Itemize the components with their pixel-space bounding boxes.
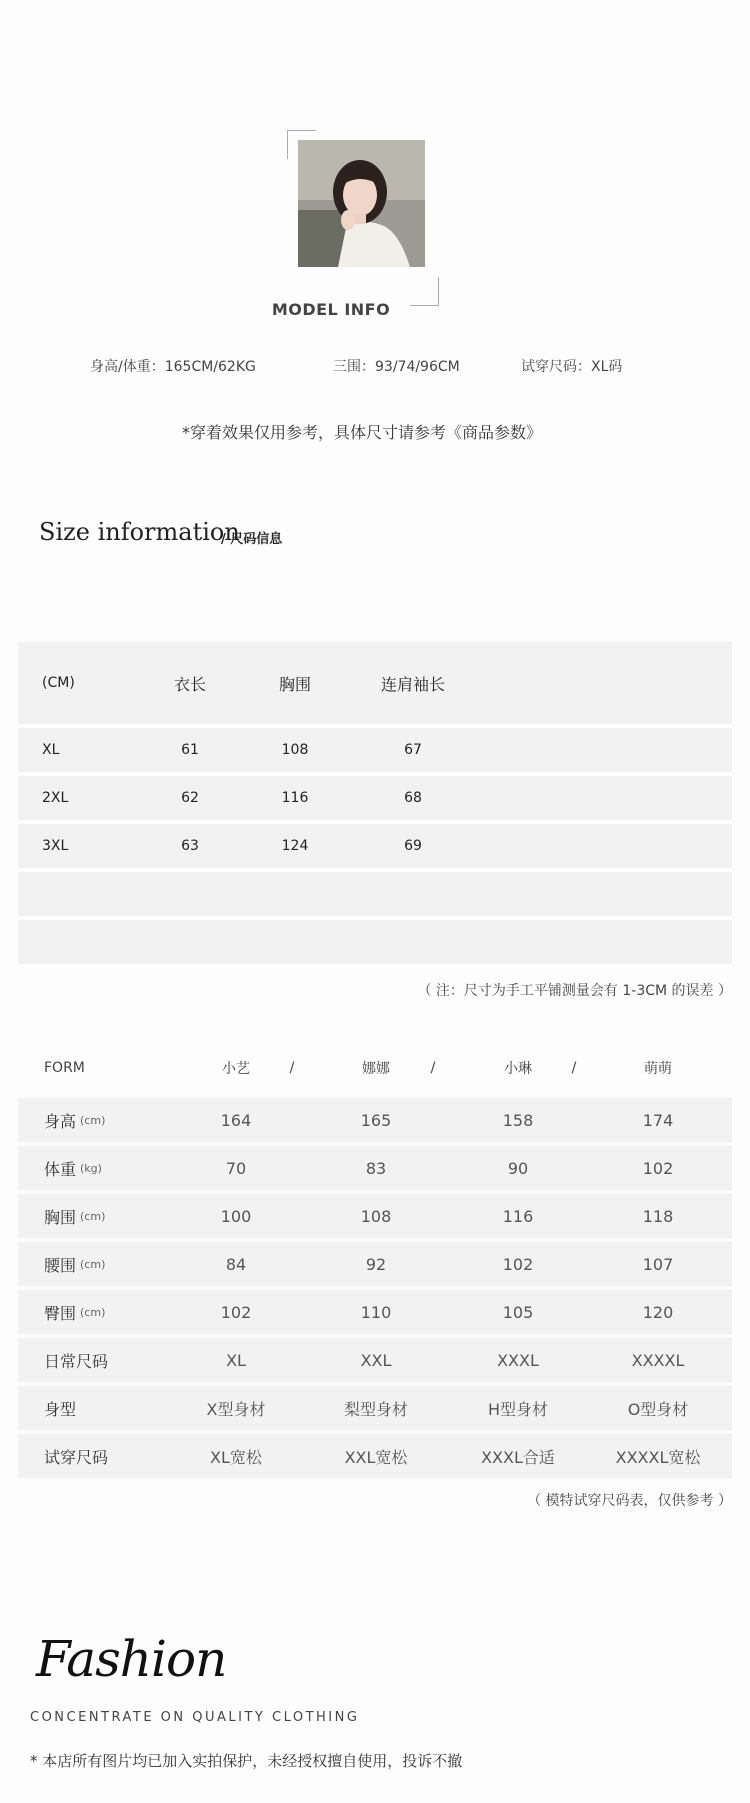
row-label	[44, 1386, 76, 1430]
size-label: XL	[42, 742, 60, 758]
table-row	[18, 776, 732, 820]
table-cell: XXXXL宽松	[615, 1447, 701, 1467]
model-name: 小琳	[504, 1061, 532, 1077]
model-trial-size: 试穿尺码：XL码	[521, 359, 623, 375]
separator: /	[571, 1060, 577, 1076]
row-label	[44, 1338, 108, 1382]
form-label: FORM	[44, 1060, 85, 1076]
size-header-unit: (CM)	[42, 675, 75, 691]
size-header-chest: 胸围	[278, 674, 311, 694]
size-label: 3XL	[42, 838, 69, 854]
table-cell: 梨型身材	[343, 1399, 408, 1419]
fit-reference-note: *穿着效果仅用参考，具体尺寸请参考《商品参数》	[181, 423, 542, 442]
table-cell: 174	[642, 1110, 674, 1130]
table-row-empty	[18, 920, 732, 964]
table-cell: 164	[220, 1110, 252, 1130]
table-cell: 92	[365, 1254, 387, 1274]
table-cell: 116	[502, 1206, 534, 1226]
size-sleeve: 68	[404, 790, 422, 806]
model-table-header	[18, 1048, 732, 1088]
table-cell: 102	[220, 1302, 252, 1322]
table-cell: 120	[642, 1302, 674, 1322]
row-label-text: 腰围	[44, 1255, 77, 1275]
table-cell: 90	[507, 1158, 529, 1178]
model-height-weight: 身高/体重：165CM/62KG	[90, 359, 256, 375]
size-sleeve: 69	[404, 838, 422, 854]
table-row	[18, 1386, 732, 1430]
row-label-text: 试穿尺码	[44, 1447, 109, 1467]
size-chest: 108	[281, 742, 309, 758]
table-cell: XL宽松	[210, 1447, 262, 1467]
size-header-sleeve: 连肩袖长	[380, 674, 445, 694]
row-label-text: 臀围	[44, 1303, 77, 1323]
brand-tagline: CONCENTRATE ON QUALITY CLOTHING	[30, 1710, 360, 1725]
row-label-text: 身型	[44, 1399, 77, 1419]
row-label-text: 身高	[44, 1111, 77, 1131]
size-table	[18, 642, 732, 968]
table-row	[18, 1146, 732, 1190]
row-label	[44, 1098, 105, 1142]
table-cell: 84	[225, 1254, 247, 1274]
table-cell: 102	[642, 1158, 674, 1178]
table-cell: 118	[642, 1206, 674, 1226]
size-section-title: Size information	[39, 518, 240, 546]
model-photo	[298, 140, 425, 267]
row-label-text: 日常尺码	[44, 1351, 109, 1371]
table-cell: 102	[502, 1254, 534, 1274]
table-row	[18, 728, 732, 772]
row-label	[44, 1146, 102, 1190]
row-unit: (kg)	[80, 1161, 102, 1175]
table-row	[18, 824, 732, 868]
table-row	[18, 1338, 732, 1382]
table-row	[18, 1434, 732, 1478]
table-cell: X型身材	[206, 1399, 266, 1419]
size-header-length: 衣长	[173, 674, 206, 694]
table-cell: 108	[360, 1206, 392, 1226]
separator: /	[289, 1060, 295, 1076]
table-row	[18, 1242, 732, 1286]
size-chest: 124	[281, 838, 309, 854]
table-cell: XXXL	[497, 1350, 539, 1370]
table-cell: 165	[360, 1110, 392, 1130]
measurement-error-note: （ 注：尺寸为手工平铺测量会有 1-3CM 的误差 ）	[417, 983, 732, 999]
table-row	[18, 1098, 732, 1142]
table-cell: H型身材	[487, 1399, 549, 1419]
row-unit: (cm)	[80, 1305, 106, 1319]
row-label	[44, 1194, 105, 1238]
row-label-text: 体重	[44, 1159, 77, 1179]
size-sleeve: 67	[404, 742, 422, 758]
table-row	[18, 1290, 732, 1334]
model-measurements: 三围：93/74/96CM	[333, 359, 460, 375]
table-cell: 110	[360, 1302, 392, 1322]
size-section-subtitle: / 尺码信息	[221, 532, 283, 547]
size-table-header	[18, 642, 732, 724]
table-cell: 70	[225, 1158, 247, 1178]
model-table	[18, 1098, 732, 1482]
size-chest: 116	[281, 790, 309, 806]
table-cell: XXXXL	[631, 1350, 685, 1370]
size-length: 62	[181, 790, 199, 806]
copyright-notice: * 本店所有图片均已加入实拍保护，未经授权擅自使用，投诉不撤	[30, 1752, 463, 1770]
model-name: 娜娜	[362, 1061, 390, 1077]
table-cell: 158	[502, 1110, 534, 1130]
separator: /	[430, 1060, 436, 1076]
table-cell: XXL	[360, 1350, 392, 1370]
table-cell: 105	[502, 1302, 534, 1322]
table-cell: O型身材	[627, 1399, 689, 1419]
table-row	[18, 1194, 732, 1238]
model-name: 萌萌	[644, 1061, 672, 1077]
table-row-empty	[18, 872, 732, 916]
table-cell: XL	[226, 1350, 246, 1370]
size-label: 2XL	[42, 790, 69, 806]
model-name: 小艺	[222, 1061, 250, 1077]
table-cell: XXL宽松	[344, 1447, 408, 1467]
table-cell: 83	[365, 1158, 387, 1178]
fashion-script-logo: Fashion	[36, 1630, 227, 1688]
size-length: 63	[181, 838, 199, 854]
table-cell: 107	[642, 1254, 674, 1274]
table-cell: XXXL合适	[481, 1447, 555, 1467]
row-unit: (cm)	[80, 1113, 106, 1127]
row-label	[44, 1290, 105, 1334]
row-label	[44, 1242, 105, 1286]
model-info-title: MODEL INFO	[271, 300, 391, 319]
row-label	[44, 1434, 108, 1478]
model-size-note: （ 模特试穿尺码表，仅供参考 ）	[527, 1493, 732, 1509]
row-unit: (cm)	[80, 1257, 106, 1271]
size-length: 61	[181, 742, 199, 758]
table-cell: 100	[220, 1206, 252, 1226]
row-unit: (cm)	[80, 1209, 106, 1223]
row-label-text: 胸围	[44, 1207, 77, 1227]
